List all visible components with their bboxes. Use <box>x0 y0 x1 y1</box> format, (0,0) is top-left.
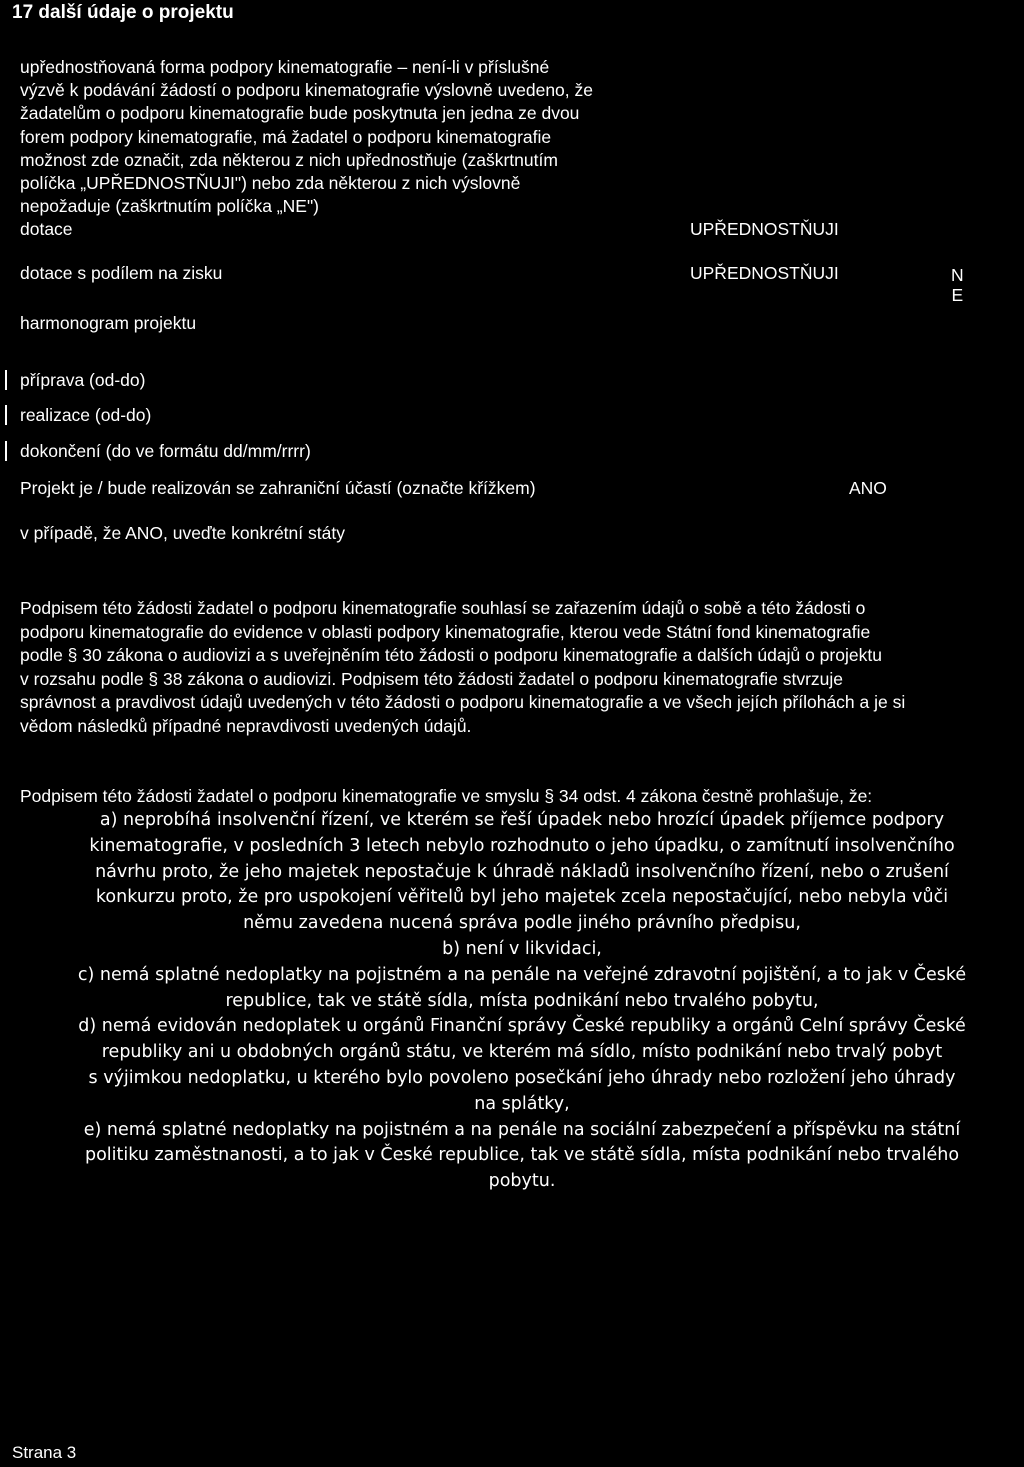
not-required-letter: N <box>951 265 964 285</box>
declaration-list <box>20 808 1024 1195</box>
declaration-line: b) není v likvidaci, <box>442 938 602 959</box>
schedule-field-marker <box>5 441 7 461</box>
page-number: Strana 3 <box>12 1443 77 1462</box>
prefer-option-grant[interactable]: UPŘEDNOSTŇUJI <box>690 219 839 239</box>
consent-line: podporu kinematografie do evidence v oblasti podpory kinematografie, kterou vede Státní fond kinematografie <box>20 621 871 642</box>
declaration-line: d) nemá evidován nedoplatek u orgánů Finanční správy České republiky a orgánů Celní správy České <box>78 1016 966 1037</box>
declaration-line: kinematografie, v posledních 3 letech nebylo rozhodnuto o jeho úpadku, o zamítnutí insolvenčního <box>89 835 955 856</box>
intro-line: možnost zde označit, zda některou z nich upřednostňuje (zaškrtnutím <box>20 149 558 170</box>
declaration-line: e) nemá splatné nedoplatky na pojistném a na penále na sociální zabezpečení a příspěvku na státní <box>83 1119 961 1140</box>
intro-line: upřednostňovaná forma podpory kinematografie – není-li v příslušné <box>20 57 550 77</box>
intro-line: políčka „UPŘEDNOSTŇUJI") nebo zda některou z nich výslovně <box>20 173 521 194</box>
consent-line: Podpisem této žádosti žadatel o podporu kinematografie souhlasí se zařazením údajů o sobě a této žádosti o <box>20 598 866 618</box>
foreign-participation-yes-option[interactable]: ANO <box>849 478 887 498</box>
declaration-line: republiky ani u obdobných orgánů státu, ve kterém má sídlo, místo podnikání nebo trvalý pobyt <box>101 1042 943 1063</box>
intro-line: nepožaduje (zaškrtnutím políčka „NE") <box>20 196 319 217</box>
not-required-option[interactable] <box>951 265 964 305</box>
consent-line: podle § 30 zákona o audiovizi a s uveřejněním této žádosti o podporu kinematografie a dalších údajů o projektu <box>20 645 882 666</box>
prefer-option-profit-share[interactable]: UPŘEDNOSTŇUJI <box>690 263 839 283</box>
declaration-line: němu zavedena nucená správa podle jiného právního předpisu, <box>243 913 801 934</box>
consent-line: v rozsahu podle § 38 zákona o audiovizi. Podpisem této žádosti žadatel o podporu kinematografie stvrzuje <box>20 668 843 689</box>
support-row-label-grant: dotace <box>20 219 73 239</box>
schedule-field-marker <box>5 405 7 425</box>
declaration-intro: Podpisem této žádosti žadatel o podporu kinematografie ve smyslu § 34 odst. 4 zákona čestně prohlašuje, že: <box>20 786 873 806</box>
intro-line: výzvě k podávání žádostí o podporu kinematografie výslovně uvedeno, že <box>20 80 593 101</box>
declaration-line: a) neprobíhá insolvenční řízení, ve kterém se řeší úpadek nebo hrozící úpadek příjemce podpory <box>99 810 945 830</box>
schedule-label: harmonogram projektu <box>20 313 197 333</box>
foreign-participation-question: Projekt je / bude realizován se zahraniční účastí (označte křížkem) <box>20 478 536 498</box>
countries-label: v případě, že ANO, uveďte konkrétní státy <box>20 523 345 543</box>
intro-line: forem podpory kinematografie, má žadatel o podporu kinematografie <box>20 126 552 147</box>
schedule-item-preparation: příprava (od-do) <box>20 370 146 390</box>
not-required-letter: E <box>951 285 964 305</box>
section-heading: 17 další údaje o projektu <box>12 2 234 23</box>
consent-paragraph <box>20 597 1020 739</box>
declaration-line: politiku zaměstnanosti, a to jak v České republice, tak ve státě sídla, místa podnikání nebo trvalého <box>84 1145 960 1166</box>
schedule-item-realization: realizace (od-do) <box>20 405 152 425</box>
consent-line: správnost a pravdivost údajů uvedených v této žádosti o podporu kinematografie a ve všech jejích přílohách a je si <box>20 692 906 713</box>
declaration-line: c) nemá splatné nedoplatky na pojistném a na penále na veřejné zdravotní pojištění, a to jak v České <box>77 964 967 985</box>
schedule-item-completion: dokončení (do ve formátu dd/mm/rrrr) <box>20 441 311 461</box>
declaration-line: s výjimkou nedoplatku, u kterého bylo povoleno posečkání jeho úhrady nebo rozložení jeho úhrady <box>88 1067 956 1088</box>
consent-line: vědom následků případné nepravdivosti uvedených údajů. <box>20 715 472 736</box>
support-form-intro <box>20 56 660 218</box>
declaration-line: na splátky, <box>474 1093 570 1114</box>
support-row-label-profit-share: dotace s podílem na zisku <box>20 263 223 283</box>
schedule-field-marker <box>5 370 7 390</box>
intro-line: žadatelům o podporu kinematografie bude poskytnuta jen jedna ze dvou <box>20 103 580 124</box>
declaration-line: konkurzu proto, že pro uspokojení věřitelů byl jeho majetek zcela nepostačující, nebo nebyla vůči <box>95 887 949 908</box>
declaration-line: republice, tak ve státě sídla, místa podnikání nebo trvalého pobytu, <box>225 990 819 1011</box>
declaration-line: návrhu proto, že jeho majetek nepostačuje k úhradě nákladů insolvenčního řízení, nebo o zrušení <box>95 861 949 882</box>
declaration-line: pobytu. <box>488 1171 556 1192</box>
